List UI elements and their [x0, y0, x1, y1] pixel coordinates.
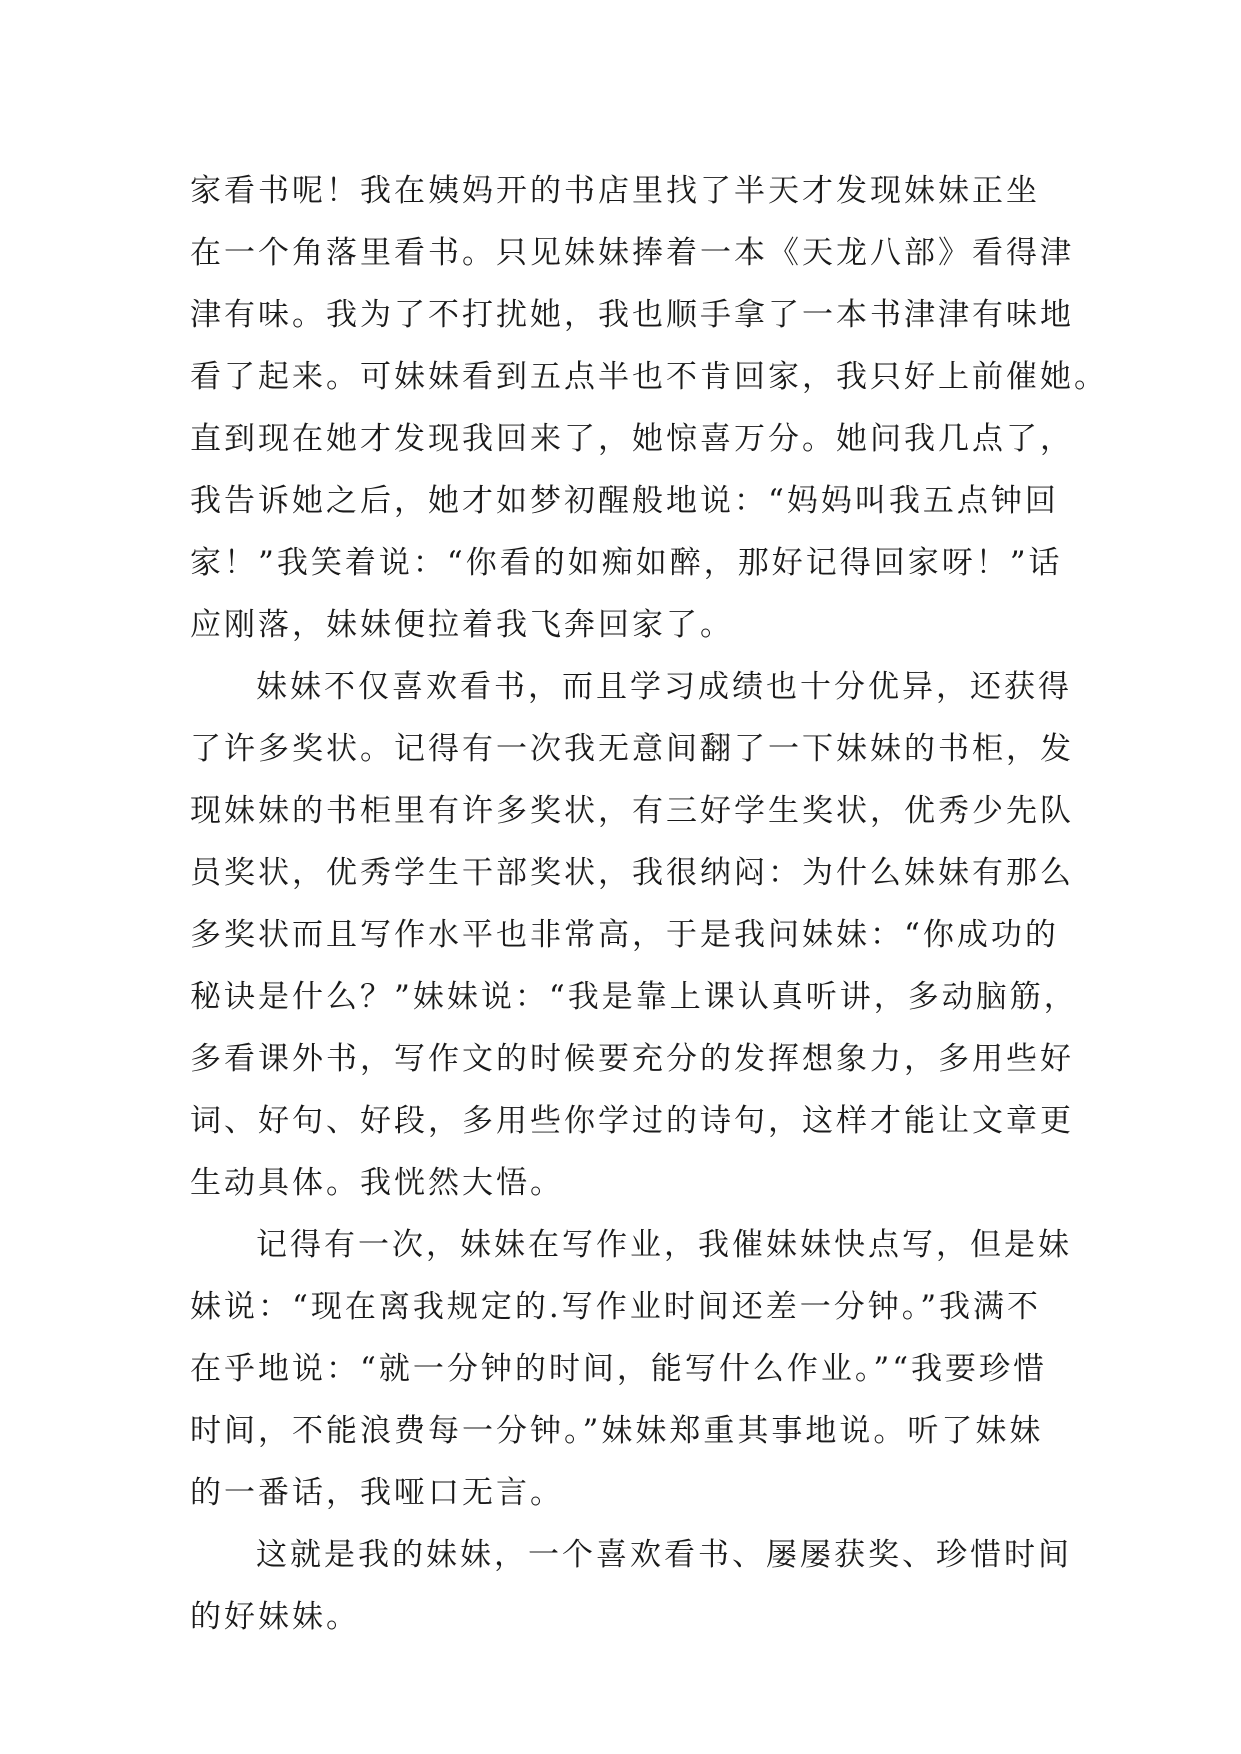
text-line: 家看书呢！我在姨妈开的书店里找了半天才发现妹妹正坐 — [190, 173, 1040, 209]
text-line: 在乎地说：“就一分钟的时间，能写什么作业。”“我要珍惜 — [190, 1351, 1048, 1387]
text-line: 了许多奖状。记得有一次我无意间翻了一下妹妹的书柜，发 — [190, 731, 1074, 767]
text-line: 的好妹妹。 — [190, 1599, 360, 1635]
text-line: 在一个角落里看书。只见妹妹捧着一本《天龙八部》看得津 — [190, 235, 1074, 271]
text-line: 的一番话，我哑口无言。 — [190, 1475, 564, 1511]
text-line: 家！”我笑着说：“你看的如痴如醉，那好记得回家呀！”话 — [190, 545, 1063, 581]
document-body — [190, 160, 1108, 1648]
text-line: 妹说：“现在离我规定的.写作业时间还差一分钟。”我满不 — [190, 1289, 1042, 1325]
text-line: 直到现在她才发现我回来了，她惊喜万分。她问我几点了， — [190, 421, 1074, 457]
text-line: 看了起来。可妹妹看到五点半也不肯回家，我只好上前催她。 — [190, 359, 1108, 395]
text-line: 津有味。我为了不打扰她，我也顺手拿了一本书津津有味地 — [190, 297, 1074, 333]
paragraph-first-line: 记得有一次，妹妹在写作业，我催妹妹快点写，但是妹 — [256, 1227, 1072, 1263]
text-line: 应刚落，妹妹便拉着我飞奔回家了。 — [190, 607, 734, 643]
text-line: 生动具体。我恍然大悟。 — [190, 1165, 564, 1201]
text-line: 现妹妹的书柜里有许多奖状，有三好学生奖状，优秀少先队 — [190, 793, 1074, 829]
text-line: 多奖状而且写作水平也非常高，于是我问妹妹：“你成功的 — [190, 917, 1059, 953]
text-line: 时间，不能浪费每一分钟。”妹妹郑重其事地说。听了妹妹 — [190, 1413, 1044, 1449]
text-line: 多看课外书，写作文的时候要充分的发挥想象力，多用些好 — [190, 1041, 1074, 1077]
text-line: 秘诀是什么？”妹妹说：“我是靠上课认真听讲，多动脑筋， — [190, 979, 1078, 1015]
text-line: 我告诉她之后，她才如梦初醒般地说：“妈妈叫我五点钟回 — [190, 483, 1059, 519]
paragraph-first-line: 妹妹不仅喜欢看书，而且学习成绩也十分优异，还获得 — [256, 669, 1072, 705]
paragraph-first-line: 这就是我的妹妹，一个喜欢看书、屡屡获奖、珍惜时间 — [256, 1537, 1072, 1573]
text-line: 员奖状，优秀学生干部奖状，我很纳闷：为什么妹妹有那么 — [190, 855, 1074, 891]
text-line: 词、好句、好段，多用些你学过的诗句，这样才能让文章更 — [190, 1103, 1074, 1139]
